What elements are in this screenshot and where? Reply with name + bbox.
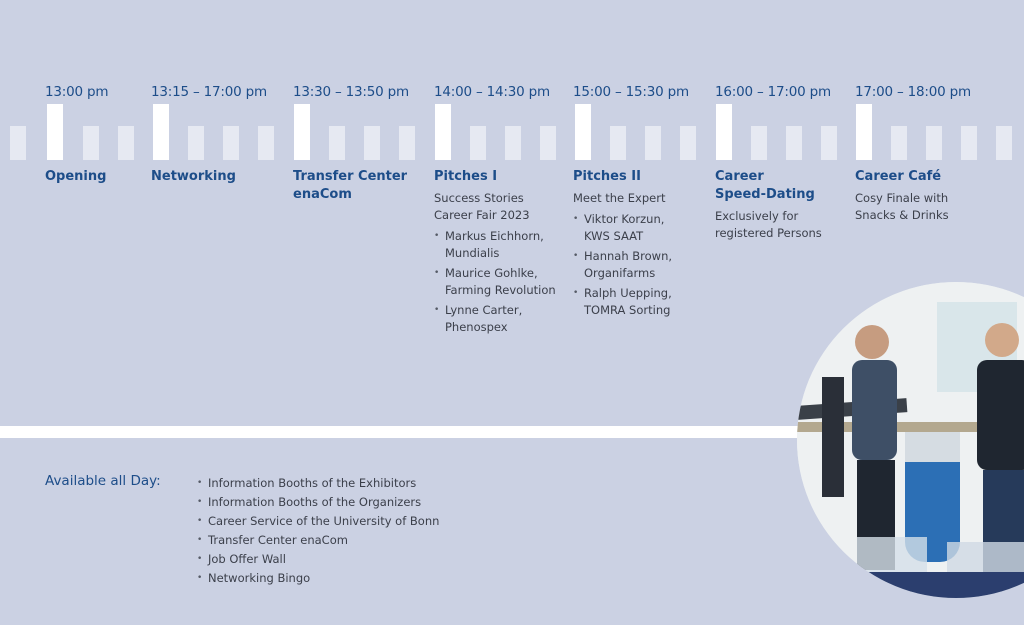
speaker-name: • Ralph Uepping, (584, 286, 672, 300)
speaker-name: • Maurice Gohlke, (445, 266, 538, 280)
session-opening (45, 168, 106, 186)
speaker-company: TOMRA Sorting (584, 303, 671, 317)
speaker-company: Phenospex (445, 320, 508, 334)
tick (83, 126, 99, 160)
session-time (434, 84, 574, 106)
time-label: 17:00 – 18:00 pm (855, 84, 971, 100)
session-description (855, 190, 949, 224)
tick (786, 126, 802, 160)
session-title: enaCom (293, 187, 352, 202)
tick (364, 126, 380, 160)
speaker-name: • Hannah Brown, (584, 249, 673, 263)
speaker-item (434, 228, 556, 262)
speaker-company: KWS SAAT (584, 229, 644, 243)
tick-major (294, 104, 310, 160)
tick (329, 126, 345, 160)
session-pitches-1 (434, 168, 556, 339)
speaker-item (434, 265, 556, 299)
all-day-item: • Job Offer Wall (197, 551, 439, 570)
session-transfer-center (293, 168, 407, 204)
speaker-name: • Viktor Korzun, (584, 212, 665, 226)
speaker-name: • Markus Eichhorn, (445, 229, 544, 243)
tick (399, 126, 415, 160)
tick (188, 126, 204, 160)
session-time (293, 84, 433, 106)
speaker-company: Mundialis (445, 246, 500, 260)
timeline-ticks (0, 104, 1024, 162)
all-day-item: • Networking Bingo (197, 570, 439, 589)
tick (470, 126, 486, 160)
speaker-list (434, 228, 556, 336)
description-line: Meet the Expert (573, 191, 666, 205)
tick (645, 126, 661, 160)
time-label: 13:00 pm (45, 84, 109, 100)
session-pitches-2 (573, 168, 672, 322)
tick (751, 126, 767, 160)
session-networking (151, 168, 236, 186)
all-day-item: • Information Booths of the Organizers (197, 494, 439, 513)
tick (118, 126, 134, 160)
session-time (715, 84, 855, 106)
time-label: 14:00 – 14:30 pm (434, 84, 550, 100)
time-label: 13:30 – 13:50 pm (293, 84, 409, 100)
description-line: Snacks & Drinks (855, 208, 949, 222)
session-title: Pitches I (434, 169, 498, 184)
all-day-item: • Transfer Center enaCom (197, 532, 439, 551)
session-title: Career Café (855, 169, 942, 184)
description-line: Success Stories (434, 191, 524, 205)
session-time (151, 84, 291, 106)
all-day-item: • Career Service of the University of Bonn (197, 513, 439, 532)
description-line: registered Persons (715, 226, 822, 240)
tick-major (716, 104, 732, 160)
tick-major (856, 104, 872, 160)
speaker-item (573, 211, 672, 245)
session-title: Opening (45, 169, 107, 184)
speaker-name: • Lynne Carter, (445, 303, 523, 317)
session-time (855, 84, 995, 106)
description-line: Exclusively for (715, 209, 799, 223)
time-label: 13:15 – 17:00 pm (151, 84, 267, 100)
tick (926, 126, 942, 160)
session-description (434, 190, 556, 224)
session-title: Transfer Center (293, 169, 408, 184)
session-title: Networking (151, 169, 236, 184)
speaker-item (573, 285, 672, 319)
speaker-list (573, 211, 672, 319)
tick (10, 126, 26, 160)
session-description (573, 190, 672, 207)
tick (223, 126, 239, 160)
tick (961, 126, 977, 160)
tick (821, 126, 837, 160)
speaker-company: Farming Revolution (445, 283, 556, 297)
tick-major (435, 104, 451, 160)
speaker-item (434, 302, 556, 336)
tick (258, 126, 274, 160)
session-speed-dating (715, 168, 822, 242)
time-label: 15:00 – 15:30 pm (573, 84, 689, 100)
tick-major (153, 104, 169, 160)
time-label: 16:00 – 17:00 pm (715, 84, 831, 100)
tick (610, 126, 626, 160)
all-day-item: • Information Booths of the Exhibitors (197, 475, 439, 494)
all-day-label: Available all Day: (45, 473, 161, 489)
speaker-company: Organifarms (584, 266, 656, 280)
tick (891, 126, 907, 160)
session-career-cafe (855, 168, 949, 224)
session-time (573, 84, 713, 106)
session-title: Pitches II (573, 169, 641, 184)
tick-major (575, 104, 591, 160)
tick-major (47, 104, 63, 160)
tick (505, 126, 521, 160)
tick (996, 126, 1012, 160)
description-line: Career Fair 2023 (434, 208, 530, 222)
session-title: Career (715, 169, 764, 184)
session-title: Speed-Dating (715, 187, 815, 202)
description-line: Cosy Finale with (855, 191, 949, 205)
speaker-item (573, 248, 672, 282)
all-day-list (197, 475, 439, 589)
tick (680, 126, 696, 160)
tick (540, 126, 556, 160)
session-description (715, 208, 822, 242)
